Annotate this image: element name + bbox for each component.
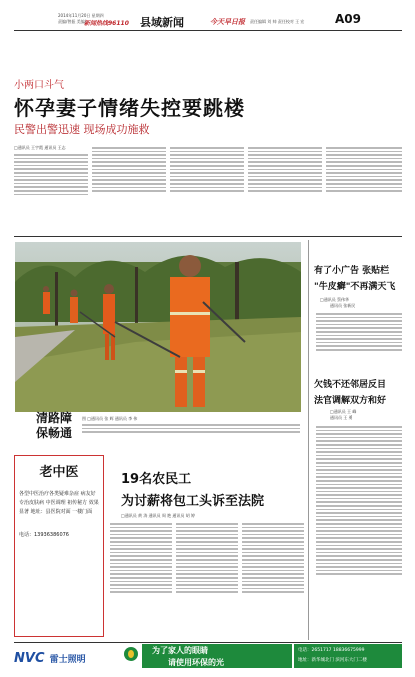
right-column-divider [308, 240, 309, 640]
photo-caption: 图 □通讯员 张 辉 通讯员 李 伟 [82, 416, 138, 421]
section-divider [14, 236, 402, 237]
page-number: A09 [335, 12, 361, 26]
lead-byline: □通讯员 王宇霞 通讯员 王志 [14, 145, 66, 150]
lead-body-col-1 [14, 152, 88, 222]
phone-label: 电话： [298, 648, 312, 653]
debt-story-byline-2: 通讯员 王 勇 [330, 415, 353, 420]
small-credits: 责任编辑 刘 帅 责任校对 王 宏 [250, 19, 305, 24]
doctor-ad-phone: 电话：13936386076 [19, 532, 69, 538]
lead-headline: 怀孕妻子情绪失控要跳楼 [14, 96, 245, 120]
court-headline [121, 468, 301, 509]
photo-side-title [36, 411, 80, 441]
nvc-brand-cn: 雷士照明 [49, 655, 86, 665]
lead-body-col-3 [170, 145, 244, 225]
phone-value: 2651717 18836675999 [311, 648, 365, 653]
section-name: 县域新闻 [140, 16, 184, 29]
masthead [14, 12, 402, 56]
address-value: 新华城北门 滨河东大门二楼 [311, 658, 367, 663]
debt-story-body [316, 424, 402, 638]
footer-ad [14, 642, 402, 669]
road-workers-photo [15, 242, 301, 412]
ad-story-body [316, 311, 402, 369]
debt-story-byline-1: □通讯员 王 峰 [330, 409, 357, 414]
lead-body-col-2 [92, 145, 166, 225]
issue-date: 2014年11月20日 星期四 [58, 13, 104, 18]
footer-slogan [142, 644, 292, 668]
court-body-col-3 [242, 521, 304, 631]
address-label: 地址： [298, 658, 312, 663]
editor-label: 责编/曾振 美编/ [58, 19, 86, 24]
ad-story-byline-1: □通讯员 蔡伟华 [320, 297, 350, 302]
header-rule [14, 30, 402, 31]
ad-story-byline-2: 通讯员 张新民 [330, 303, 356, 308]
slogan-line-1: 为了家人的眼睛 [152, 646, 208, 655]
photo-title-line-1: 清路障 [36, 411, 73, 425]
news-photo [15, 242, 301, 412]
ad-story-headline-line-2: "牛皮癣"不再满天飞 [314, 282, 396, 292]
paper-brand: 今天早日报 [210, 18, 245, 26]
nvc-brand-en: NVC [14, 651, 45, 666]
doctor-ad-box [14, 455, 104, 637]
court-headline-line-2: 为讨薪将包工头诉至法院 [121, 494, 265, 509]
court-body-col-2 [176, 521, 238, 631]
photo-caption-text [82, 422, 300, 444]
court-headline-line-1: 19名农民工 [121, 472, 192, 487]
news-hotline: 新闻热线96110 [84, 20, 129, 27]
photo-title-line-2: 保畅通 [36, 426, 73, 440]
doctor-ad-body: 各型中医治疗各类疑难杂症 病友好 专治皮肤病 中医调理 祖传秘方 效果显著 地址：县医院对面 一楼门面 [19, 491, 99, 515]
court-body-col-1 [110, 521, 172, 631]
ad-story-headline-line-1: 有了小广告 张贴栏 [314, 266, 390, 276]
slogan-line-2: 请使用环保的光 [168, 658, 224, 667]
ad-story-headline [314, 263, 402, 292]
lead-subhead: 民警出警迅速 现场成功施救 [14, 123, 150, 136]
lead-body-col-5 [326, 145, 402, 225]
nvc-logo [14, 647, 86, 666]
lead-body-col-4 [248, 145, 322, 225]
lead-kicker: 小两口斗气 [14, 80, 64, 91]
debt-story-headline [314, 377, 402, 406]
debt-story-headline-line-2: 法官调解双方和好 [314, 396, 387, 406]
court-byline: □通讯员 黄 涛 通讯员 周 艳 通讯员 胡 婷 [121, 513, 195, 518]
debt-story-headline-line-1: 欠钱不还邻居反目 [314, 380, 387, 390]
footer-contact [294, 644, 402, 668]
doctor-ad-title: 老中医 [39, 465, 79, 480]
eco-logo-icon [124, 647, 138, 661]
